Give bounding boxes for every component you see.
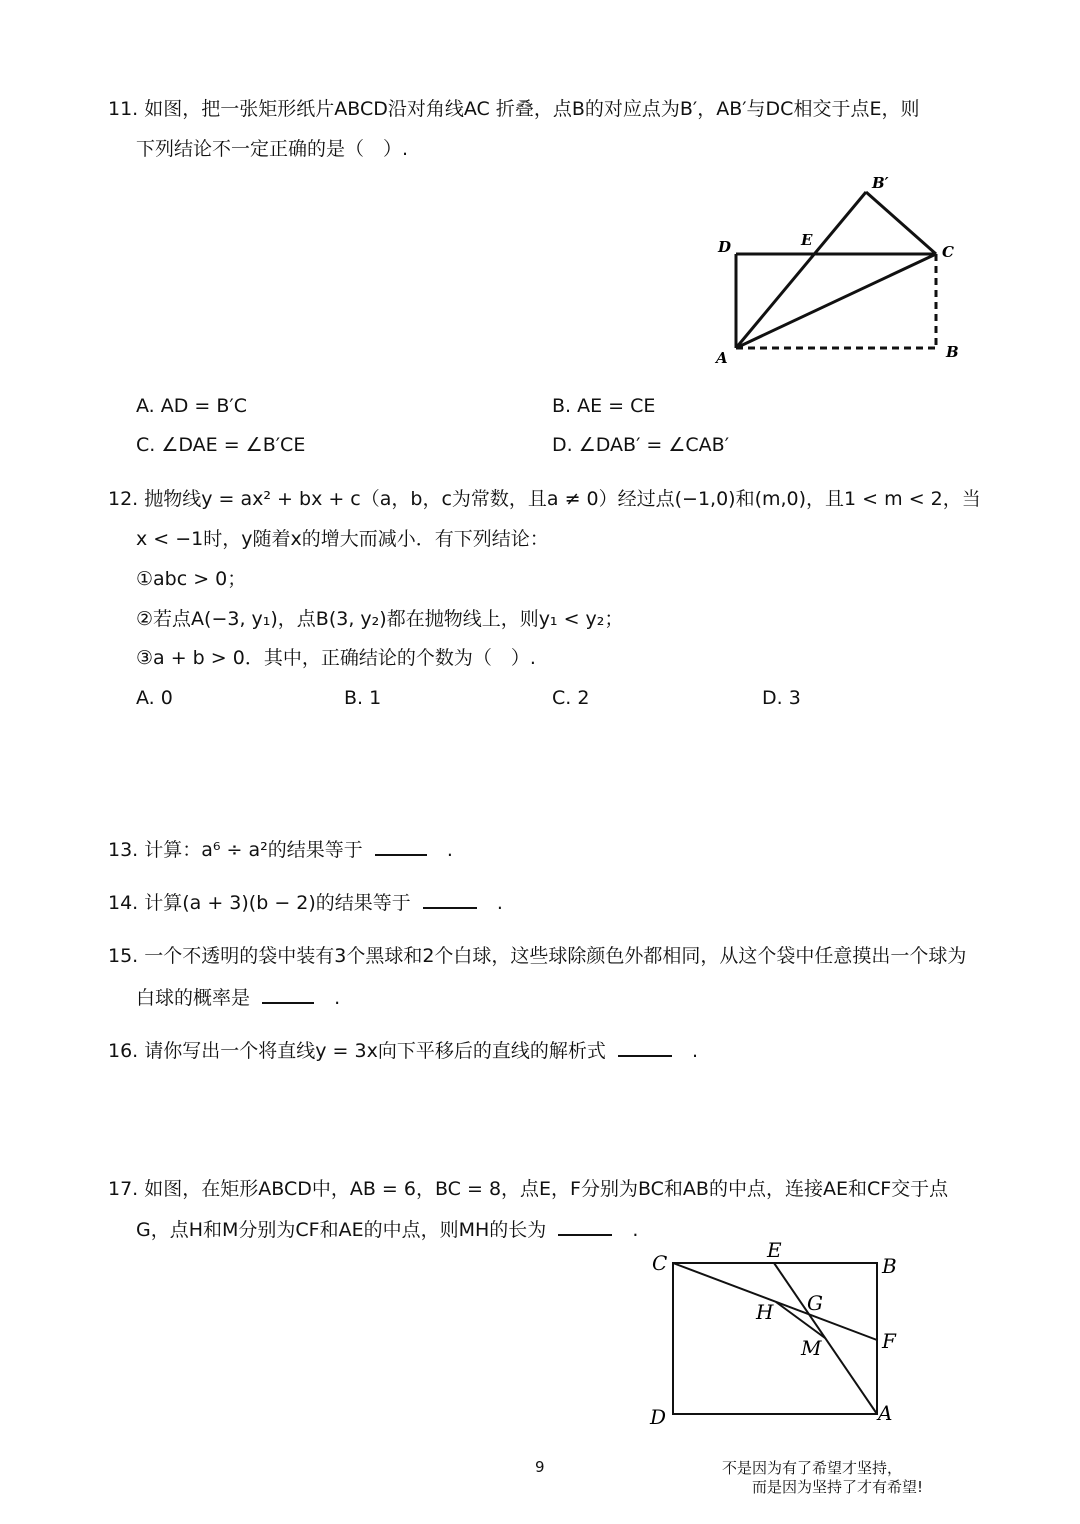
q17-label-M: M bbox=[801, 1336, 822, 1360]
motto-line1: 不是因为有了希望才坚持， bbox=[722, 1459, 903, 1477]
q15-text: 白球的概率是 bbox=[136, 987, 251, 1009]
q14-line bbox=[108, 889, 503, 916]
q11-option-c: C. ∠DAE = ∠B′CE bbox=[136, 434, 306, 456]
q13-text: 13. 计算：a⁶ ÷ a²的结果等于 bbox=[108, 839, 363, 861]
q16-line bbox=[108, 1037, 698, 1064]
q11-segment-BprimeC bbox=[866, 192, 936, 254]
q12-option-c: C. 2 bbox=[552, 687, 590, 709]
q13-answer-blank[interactable] bbox=[375, 836, 427, 856]
q11-segment-ABprime bbox=[736, 192, 866, 348]
q11-option-b: B. AE = CE bbox=[552, 395, 656, 417]
q11-option-a: A. AD = B′C bbox=[136, 395, 247, 417]
q17-stem-line1: 17. 如图，在矩形ABCD中，AB = 6，BC = 8，点E，F分别为BC和AB的中点，连接AE和CF交于点 bbox=[108, 1178, 949, 1200]
q12-stem-line2: x < −1时，y随着x的增大而减小．有下列结论： bbox=[136, 528, 549, 550]
q12-item-2: ②若点A(−3, y₁)，点B(3, y₂)都在抛物线上，则y₁ < y₂； bbox=[136, 608, 624, 630]
q17-label-H: H bbox=[756, 1300, 774, 1324]
q14-answer-blank[interactable] bbox=[423, 889, 477, 909]
q12-option-a: A. 0 bbox=[136, 687, 173, 709]
q17-answer-blank[interactable] bbox=[558, 1216, 612, 1236]
q15-line2 bbox=[136, 984, 340, 1011]
q11-label-E: E bbox=[801, 231, 813, 249]
q17-segment-AE bbox=[774, 1263, 877, 1414]
q11-label-Bprime: B′ bbox=[872, 174, 889, 192]
q17-label-E: E bbox=[767, 1238, 782, 1262]
q15-period: . bbox=[334, 987, 341, 1009]
q11-label-A: A bbox=[716, 349, 728, 367]
q17-period: . bbox=[632, 1219, 639, 1241]
q12-stem-line1: 12. 抛物线y = ax² + bx + c（a，b，c为常数，且a ≠ 0）经过点(−1,0)和(m,0)，且1 < m < 2，当 bbox=[108, 488, 981, 510]
q17-line2 bbox=[136, 1216, 638, 1243]
q13-period: . bbox=[446, 839, 453, 861]
q11-stem-line2: 下列结论不一定正确的是（ ）. bbox=[136, 138, 409, 160]
q13-line bbox=[108, 836, 453, 863]
q17-label-C: C bbox=[652, 1251, 668, 1275]
q14-text: 14. 计算(a + 3)(b − 2)的结果等于 bbox=[108, 892, 411, 914]
q16-answer-blank[interactable] bbox=[618, 1037, 672, 1057]
q12-option-d: D. 3 bbox=[762, 687, 801, 709]
q11-option-d: D. ∠DAB′ = ∠CAB′ bbox=[552, 434, 730, 456]
q16-period: . bbox=[691, 1040, 698, 1062]
q17-label-B: B bbox=[882, 1254, 897, 1278]
q11-figure bbox=[700, 170, 980, 370]
q15-stem-line1: 15. 一个不透明的袋中装有3个黑球和2个白球，这些球除颜色外都相同，从这个袋中任意摸出一个球为 bbox=[108, 945, 967, 967]
q12-option-b: B. 1 bbox=[344, 687, 382, 709]
page-number: 9 bbox=[535, 1458, 545, 1476]
q17-text: G，点H和M分别为CF和AE的中点，则MH的长为 bbox=[136, 1219, 547, 1241]
q16-text: 16. 请你写出一个将直线y = 3x向下平移后的直线的解析式 bbox=[108, 1040, 606, 1062]
q15-answer-blank[interactable] bbox=[262, 984, 314, 1004]
q17-rectangle-CBAD bbox=[673, 1263, 877, 1414]
q17-label-F: F bbox=[882, 1329, 896, 1353]
q17-label-G: G bbox=[807, 1291, 823, 1315]
q11-stem-line1: 11. 如图，把一张矩形纸片ABCD沿对角线AC 折叠，点B的对应点为B′，AB′与DC相交于点E，则 bbox=[108, 98, 920, 120]
motto-line2: 而是因为坚持了才有希望! bbox=[752, 1478, 924, 1496]
q17-segment-CF bbox=[673, 1263, 877, 1340]
q11-label-B: B bbox=[946, 343, 959, 361]
q17-label-A: A bbox=[878, 1401, 893, 1425]
q12-item-1: ①abc > 0； bbox=[136, 568, 247, 590]
q17-label-D: D bbox=[650, 1405, 667, 1429]
q11-label-C: C bbox=[942, 243, 954, 261]
q17-figure bbox=[640, 1236, 920, 1436]
q11-label-D: D bbox=[718, 238, 732, 256]
q14-period: . bbox=[496, 892, 503, 914]
q11-segment-AC bbox=[736, 254, 936, 348]
q12-item-3: ③a + b > 0．其中，正确结论的个数为（ ）. bbox=[136, 647, 536, 669]
